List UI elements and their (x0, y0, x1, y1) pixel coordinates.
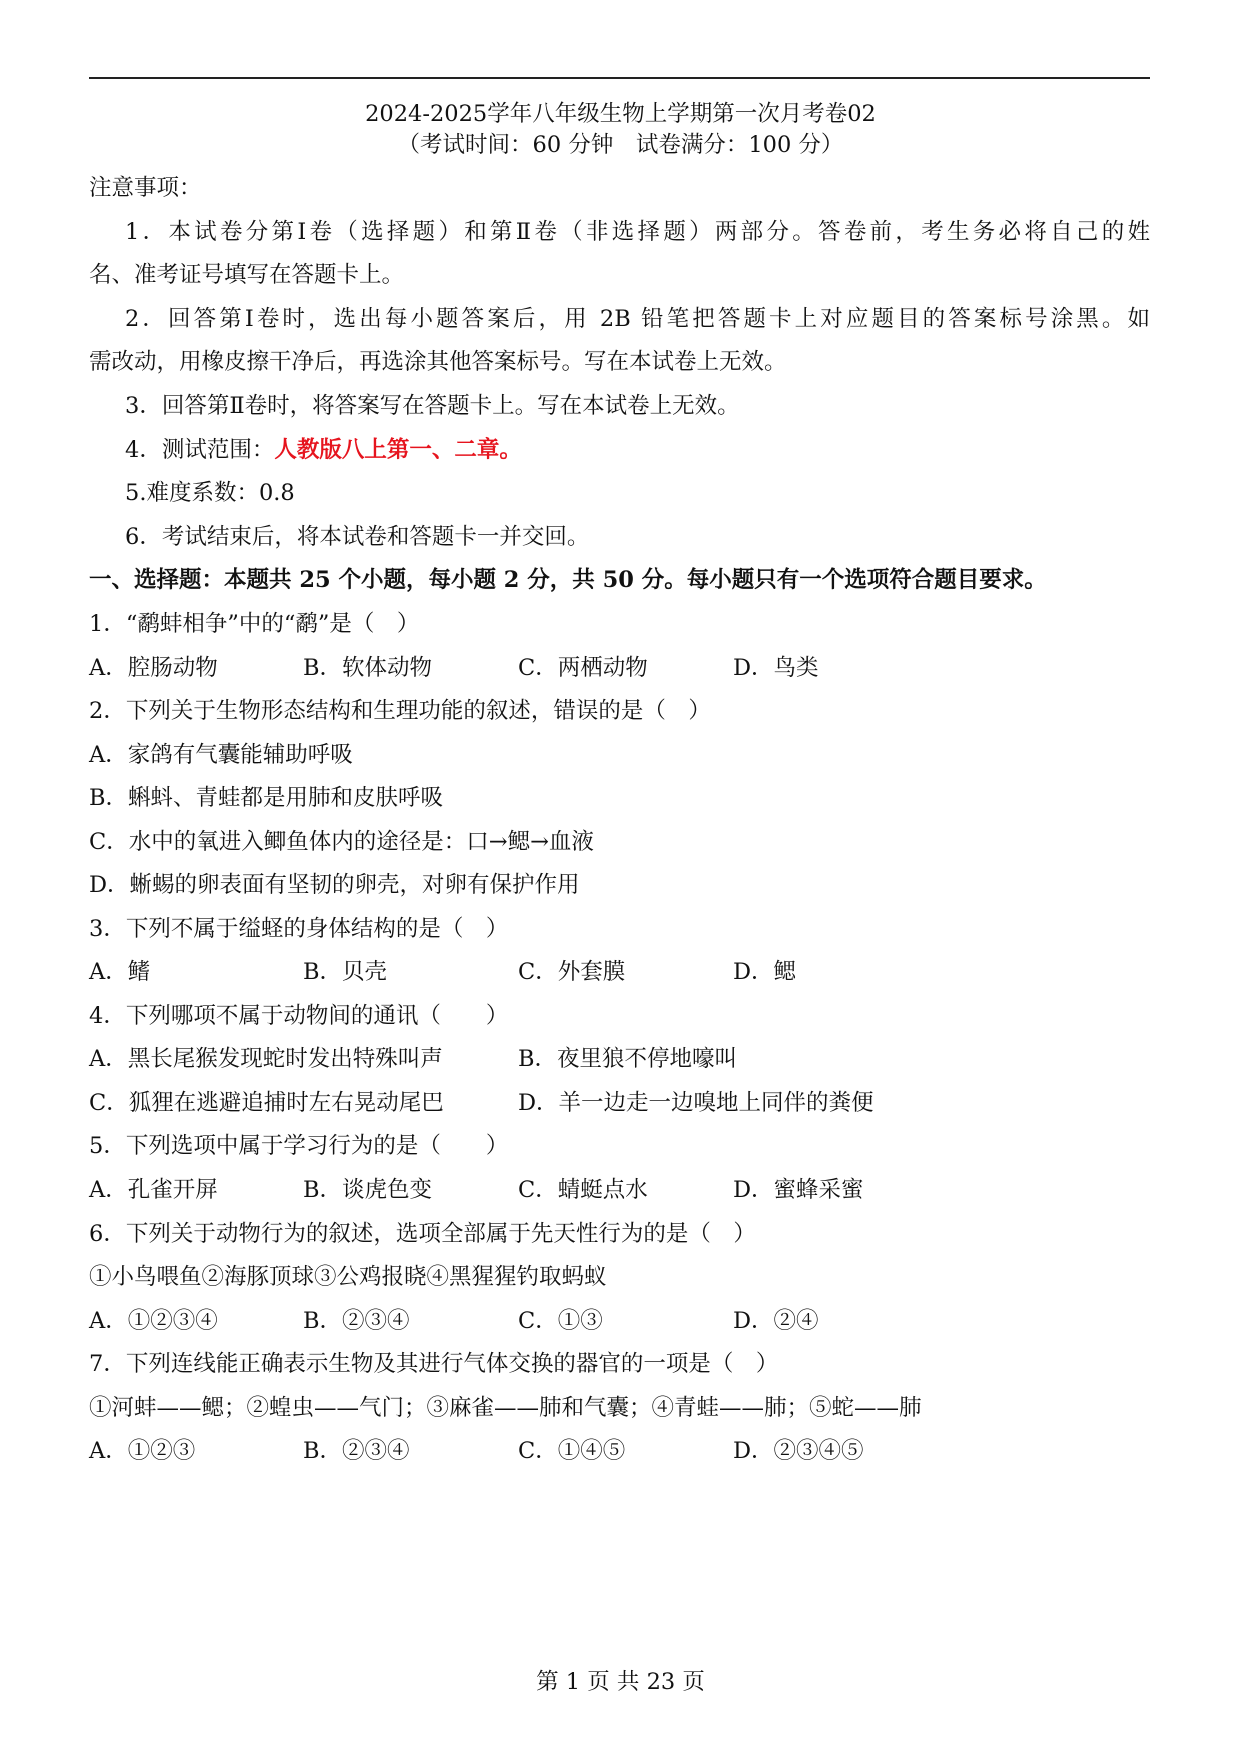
question-3-stem: 3．下列不属于缢蛏的身体结构的是（ ） (89, 916, 509, 942)
question-4-option-a: A．黑长尾猴发现蛇时发出特殊叫声 (89, 1046, 443, 1072)
question-1-option-b: B．软体动物 (303, 655, 433, 681)
page-number-footer: 第 1 页 共 23 页 (536, 1669, 705, 1695)
question-1-option-c: C．两栖动物 (518, 655, 648, 681)
notice-item-1-line-1: 1．本试卷分第Ⅰ卷（选择题）和第Ⅱ卷（非选择题）两部分。答卷前，考生务必将自己的姓 (125, 219, 1150, 245)
question-6-option-d: D．②④ (733, 1308, 819, 1334)
question-1-stem: 1．“鹬蚌相争”中的“鹬”是（ ） (89, 611, 420, 637)
question-1-option-a: A．腔肠动物 (89, 655, 218, 681)
question-7-option-c: C．①④⑤ (518, 1438, 626, 1464)
question-4-option-b: B．夜里狼不停地嚎叫 (518, 1046, 738, 1072)
question-7-option-d: D．②③④⑤ (733, 1438, 864, 1464)
question-6-statements: ①小鸟喂鱼②海豚顶球③公鸡报晓④黑猩猩钓取蚂蚁 (89, 1264, 607, 1290)
question-3-option-b: B．贝壳 (303, 959, 388, 985)
question-2-option-a: A．家鸽有气囊能辅助呼吸 (89, 742, 353, 768)
question-6-option-c: C．①③ (518, 1308, 603, 1334)
notice-heading: 注意事项： (89, 175, 202, 201)
question-5-option-b: B．谈虎色变 (303, 1177, 433, 1203)
question-3-option-d: D．鳃 (733, 959, 797, 985)
question-7-option-a: A．①②③ (89, 1438, 196, 1464)
notice-item-3: 3．回答第Ⅱ卷时，将答案写在答题卡上。写在本试卷上无效。 (125, 393, 740, 419)
question-2-option-d: D．蜥蜴的卵表面有坚韧的卵壳，对卵有保护作用 (89, 872, 580, 898)
question-5-option-d: D．蜜蜂采蜜 (733, 1177, 864, 1203)
question-5-option-c: C．蜻蜓点水 (518, 1177, 648, 1203)
question-3-option-c: C．外套膜 (518, 959, 626, 985)
question-1-option-d: D．鸟类 (733, 655, 819, 681)
question-4-option-c: C．狐狸在逃避追捕时左右晃动尾巴 (89, 1090, 444, 1116)
question-5-stem: 5．下列选项中属于学习行为的是（ ） (89, 1133, 509, 1159)
exam-title: 2024-2025学年八年级生物上学期第一次月考卷02 (365, 101, 876, 127)
notice-item-4-label: 4．测试范围： (125, 437, 275, 463)
question-7-statements: ①河蚌——鳃；②蝗虫——气门；③麻雀——肺和气囊；④青蛙——肺；⑤蛇——肺 (89, 1395, 922, 1421)
question-2-option-c: C．水中的氧进入鲫鱼体内的途径是：口→鳃→血液 (89, 829, 594, 855)
question-7-stem: 7．下列连线能正确表示生物及其进行气体交换的器官的一项是（ ） (89, 1351, 779, 1377)
test-scope: 人教版八上第一、二章。 (274, 437, 522, 463)
question-4-option-d: D．羊一边走一边嗅地上同伴的粪便 (518, 1090, 874, 1116)
question-7-option-b: B．②③④ (303, 1438, 410, 1464)
question-4-stem: 4．下列哪项不属于动物间的通讯（ ） (89, 1003, 509, 1029)
notice-item-6: 6．考试结束后，将本试卷和答题卡一并交回。 (125, 524, 590, 550)
section-1-heading: 一、选择题：本题共 25 个小题，每小题 2 分，共 50 分。每小题只有一个选项符合题目要求。 (89, 567, 1047, 593)
notice-item-5: 5.难度系数：0.8 (125, 480, 295, 506)
exam-subtitle: （考试时间：60 分钟 试卷满分：100 分） (397, 132, 844, 158)
question-2-stem: 2．下列关于生物形态结构和生理功能的叙述，错误的是（ ） (89, 698, 711, 724)
question-2-option-b: B．蝌蚪、青蛙都是用肺和皮肤呼吸 (89, 785, 444, 811)
notice-item-1-line-2: 名、准考证号填写在答题卡上。 (89, 262, 405, 288)
question-5-option-a: A．孔雀开屏 (89, 1177, 218, 1203)
question-3-option-a: A．鳍 (89, 959, 151, 985)
notice-item-2-line-1: 2．回答第Ⅰ卷时，选出每小题答案后，用 2B 铅笔把答题卡上对应题目的答案标号涂黑。如 (125, 306, 1150, 332)
question-6-stem: 6．下列关于动物行为的叙述，选项全部属于先天性行为的是（ ） (89, 1221, 756, 1247)
question-6-option-b: B．②③④ (303, 1308, 410, 1334)
notice-item-2-line-2: 需改动，用橡皮擦干净后，再选涂其他答案标号。写在本试卷上无效。 (89, 349, 787, 375)
question-6-option-a: A．①②③④ (89, 1308, 218, 1334)
header-rule (89, 77, 1150, 79)
notice-item-4 (125, 434, 522, 466)
